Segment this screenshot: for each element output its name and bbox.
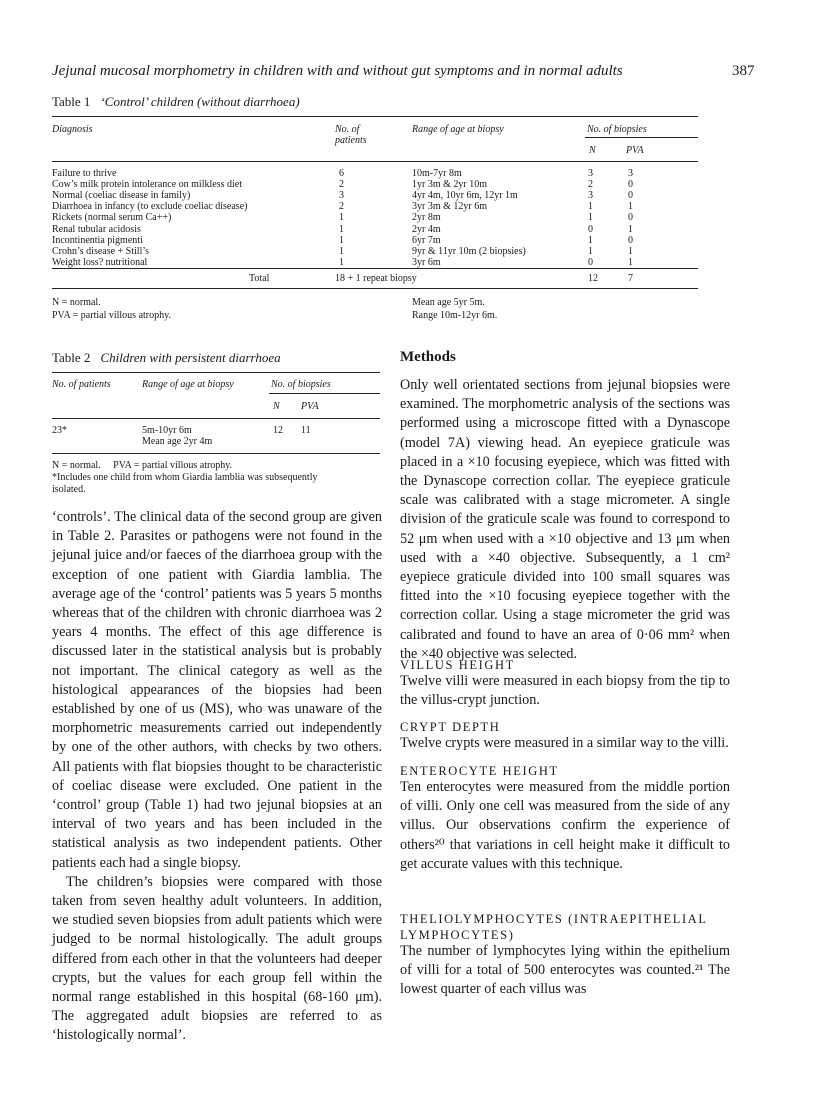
enterocyte-height-paragraph: Ten enterocytes were measured from the middle portion of villi. Only one cell was measured from the side of any villus. Our observations confirm the experience of others²⁰ that variations in cell height make it difficult to get accurate values with this technique.: [400, 779, 730, 872]
left-paragraph-1: ‘controls’. The clinical data of the second group are given in Table 2. Parasites or pathogens were not found in the jejunal juice and/or faeces of the diarrhoea group with the exception of one patient with Giardia lamblia. The average age of the ‘control’ patients was 5 years 5 months whereas that of the children with chronic diarrhoea was 2 years 4 months. The effect of this age difference is discussed later in the statistical analysis but is probably not important. The clinical category as well as the histological appearances of the biopsies had been established by one of us (MS), who was unaware of the morphometric measurements carried out independently by one of the other authors, with checks by two others. All patients with flat biopsies thought to be characteristic of coeliac disease were excluded. One patient in the ‘control’ group (Table 1) had two jejunal biopsies at an interval of two years and has been included in the statistical analysis as two independent patients. Other patients each had a single biopsy.: [52, 509, 382, 871]
table1-cell-pva: 1: [628, 256, 633, 268]
table1-footnote-range: Range 10m-12yr 6m.: [412, 310, 498, 321]
table1-cell-patients: 2: [339, 179, 344, 191]
table1-cell-patients: 1: [339, 212, 344, 224]
table2-label: Table 2: [52, 350, 91, 365]
table2-header-biopsies: No. of biopsies: [271, 379, 331, 390]
table1-cell-range: 6yr 7m: [412, 234, 441, 246]
table1-cell-range: 1yr 3m & 2yr 10m: [412, 179, 487, 191]
table1-cell-range: 3yr 6m: [412, 256, 441, 268]
table2-cell-n: 12: [273, 425, 283, 436]
table1-cell-range: 2yr 8m: [412, 212, 441, 224]
table1-header-rule: [52, 161, 698, 162]
table1-cell-range: 4yr 4m, 10yr 6m, 12yr 1m: [412, 190, 518, 202]
table2-cell-range: 5m-10yr 6m: [142, 425, 192, 436]
table1-biopsies-rule: [585, 137, 698, 138]
table1-cell-n: 1: [588, 212, 593, 224]
table1-top-rule: [52, 116, 698, 117]
table1-cell-n: 0: [588, 223, 593, 235]
methods-paragraph: Only well orientated sections from jejunal biopsies were examined. The morphometric analysis of the sections was performed using a microscope fitted with a Dynascope (model 7A) viewing head. An eyepiece graticule was placed in a ×10 focusing eyepiece, which was fitted with the Dynascope correction collar. The eyepiece graticule scale was calibrated with a stage micrometer. A single division of the graticule scale was found to correspond to 52 μm when used with a ×10 objective and 13 μm when used with a ×40 objective. Subsequently, a 1 cm² eyepiece graticule divided into 100 small squares was fitted into the ×10 focusing eyepiece together with the correction collar. Using a stage micrometer the grid was calibrated and found to have an area of 0·06 mm² when the ×40 objective was selected.: [400, 377, 730, 662]
table2-header-pva: PVA: [301, 401, 319, 412]
table1-cell-patients: 1: [339, 245, 344, 257]
table1-cell-range: 2yr 4m: [412, 223, 441, 235]
table1-cell-patients: 3: [339, 190, 344, 202]
table2-header-range: Range of age at biopsy: [142, 379, 234, 390]
table1-cell-pva: 3: [628, 168, 633, 179]
enterocyte-height-heading: ENTEROCYTE HEIGHT: [400, 764, 559, 778]
table2-caption: [52, 350, 281, 366]
table1-cell-diagnosis: Renal tubular acidosis: [52, 223, 141, 235]
table1-cell-diagnosis: Failure to thrive: [52, 168, 117, 179]
table1-cell-patients: 1: [339, 223, 344, 235]
table1-header-patients-line2: patients: [335, 135, 367, 146]
table1-cell-n: 2: [588, 179, 593, 191]
table1-cell-pva: 0: [628, 212, 633, 224]
table2-cell-patients: 23*: [52, 425, 67, 436]
table1-cell-n: 1: [588, 245, 593, 257]
crypt-depth-heading: CRYPT DEPTH: [400, 720, 501, 734]
table1-cell-pva: 0: [628, 190, 633, 202]
table2-top-rule: [52, 372, 380, 373]
table1-header-range: Range of age at biopsy: [412, 124, 504, 135]
table1-cell-n: 3: [588, 190, 593, 202]
crypt-depth-paragraph: Twelve crypts were measured in a similar way to the villi.: [400, 735, 729, 751]
left-column: [52, 508, 382, 1046]
villus-height-heading: VILLUS HEIGHT: [400, 658, 515, 672]
table1-total-label: Total: [249, 273, 270, 284]
table1-cell-diagnosis: Normal (coeliac disease in family): [52, 190, 191, 202]
theliolymphocytes-heading-line1: THELIOLYMPHOCYTES (INTRAEPITHELIAL: [400, 912, 708, 926]
table1-cell-n: 1: [588, 234, 593, 246]
table2-biopsies-rule: [269, 393, 380, 394]
table1-cell-range: 9yr & 11yr 10m (2 biopsies): [412, 245, 526, 257]
table2-cell-mean-age: Mean age 2yr 4m: [142, 436, 213, 447]
table1-cell-pva: 1: [628, 245, 633, 257]
table1-header-patients-line1: No. of: [335, 124, 360, 135]
table1-cell-pva: 0: [628, 234, 633, 246]
table1-cell-range: 10m-7yr 8m: [412, 168, 462, 179]
theliolymphocytes-heading-line2: LYMPHOCYTES): [400, 928, 515, 942]
table1-cell-n: 1: [588, 201, 593, 213]
table1-cell-n: 3: [588, 168, 593, 179]
table1-title: ‘Control’ children (without diarrhoea): [100, 94, 300, 109]
table2-footnote-defs: N = normal. PVA = partial villous atrophy.: [52, 460, 233, 471]
table1-cell-diagnosis: Incontinentia pigmenti: [52, 234, 143, 246]
table1-cell-n: 0: [588, 256, 593, 268]
table1-cell-patients: 1: [339, 234, 344, 246]
table2-footnote-star-line2: isolated.: [52, 484, 86, 495]
table1-total-rule: [52, 268, 698, 269]
table1-footnote-pva: PVA = partial villous atrophy.: [52, 310, 171, 321]
theliolymphocytes-paragraph: The number of lymphocytes lying within the epithelium of villi for a total of 500 enterocytes was counted.²¹ The lowest quarter of each villus was: [400, 943, 730, 998]
table1-header-biopsies: No. of biopsies: [587, 124, 647, 135]
table1-cell-diagnosis: Rickets (normal serum Ca++): [52, 212, 172, 224]
table1-cell-patients: 1: [339, 256, 344, 268]
table2-bottom-rule: [52, 453, 380, 454]
table2-title: Children with persistent diarrhoea: [100, 350, 281, 365]
table1-cell-pva: 0: [628, 179, 633, 191]
table2-header-rule: [52, 418, 380, 419]
table2-header-n: N: [273, 401, 280, 412]
table1-cell-diagnosis: Crohn’s disease + Still’s: [52, 245, 150, 257]
villus-height-paragraph: Twelve villi were measured in each biopsy from the tip to the villus-crypt junction.: [400, 673, 730, 709]
table1-cell-range: 3yr 3m & 12yr 6m: [412, 201, 487, 213]
table1-footnote-mean-age: Mean age 5yr 5m.: [412, 297, 485, 308]
table1-label: Table 1: [52, 94, 91, 109]
table1-cell-diagnosis: Diarrhoea in infancy (to exclude coeliac disease): [52, 201, 248, 213]
table2-footnote-star-line1: *Includes one child from whom Giardia lamblia was subsequently: [52, 472, 318, 483]
table1-cell-patients: 2: [339, 201, 344, 213]
table1-bottom-rule: [52, 288, 698, 289]
table1-cell-pva: 1: [628, 223, 633, 235]
table1-header-pva: PVA: [626, 145, 644, 156]
left-paragraph-2: The children’s biopsies were compared with those taken from seven healthy adult volunteers. In addition, we studied seven biopsies from adult patients which were judged to be normal histologically. The adult groups differed from each other in that the volunteers had deeper crypts, but the values for each group fell within the normal range established in this hospital (68-160 μm). The aggregated adult biopsies are referred to as ‘histologically normal’.: [52, 873, 382, 1044]
table1-caption: [52, 94, 300, 110]
table1-cell-diagnosis: Weight loss? nutritional: [52, 256, 148, 268]
table1-header-diagnosis: Diagnosis: [52, 124, 93, 135]
table1-total-pva: 7: [628, 273, 633, 284]
table1-cell-pva: 1: [628, 201, 633, 213]
table1-cell-patients: 6: [339, 168, 344, 179]
running-head-title: Jejunal mucosal morphometry in children with and without gut symptoms and in normal adults: [52, 63, 623, 79]
table1-cell-diagnosis: Cow’s milk protein intolerance on milkless diet: [52, 179, 242, 191]
table2-cell-pva: 11: [301, 425, 311, 436]
methods-heading: Methods: [400, 349, 456, 365]
table1-total-n: 12: [588, 273, 598, 284]
table1-total-patients: 18 + 1 repeat biopsy: [335, 273, 417, 284]
table2-header-patients: No. of patients: [52, 379, 111, 390]
table1-header-n: N: [589, 145, 596, 156]
table1-footnote-n: N = normal.: [52, 297, 101, 308]
page-number: 387: [732, 63, 755, 79]
